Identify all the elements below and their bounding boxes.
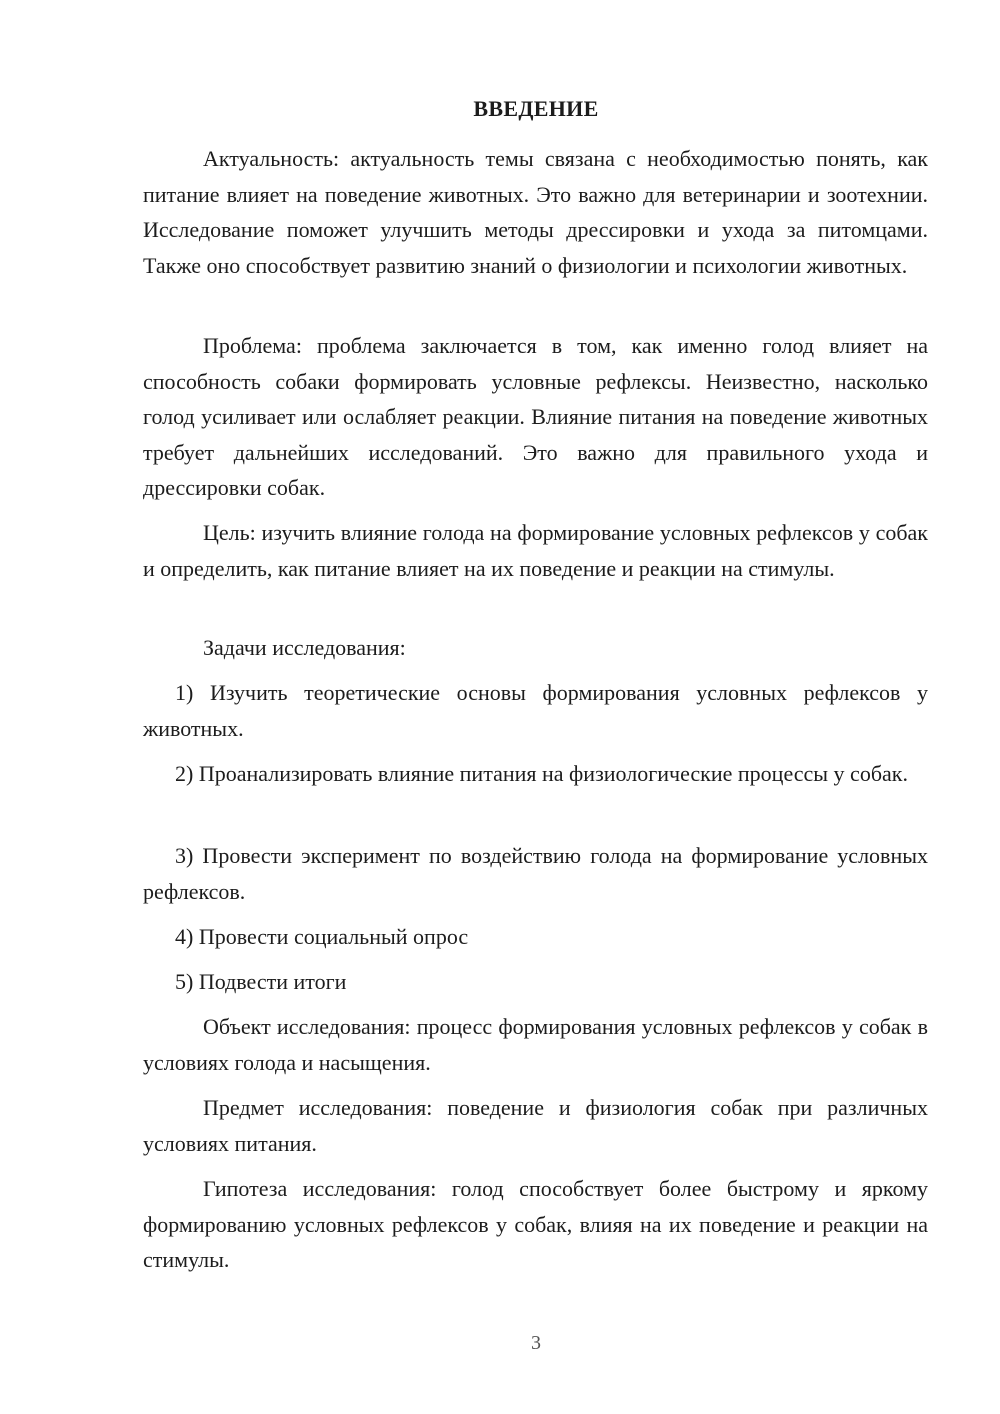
paragraph-problem: Проблема: проблема заключается в том, как именно голод влияет на способность собаки формировать условные рефлексы. Неизвестно, насколько голод усиливает или ослабляет реакции. Влияние питания на поведение животных требует дальнейших исследований. Это важно для правильного ухода и дрессировки собак. — [143, 333, 928, 500]
paragraph-object: Объект исследования: процесс формирования условных рефлексов у собак в условиях голода и насыщения. — [143, 1014, 928, 1075]
tasks-heading: Задачи исследования: — [203, 635, 406, 660]
paragraph-subject: Предмет исследования: поведение и физиология собак при различных условиях питания. — [143, 1095, 928, 1156]
list-item: 1) Изучить теоретические основы формирования условных рефлексов у животных. — [143, 680, 928, 741]
paragraph-goal: Цель: изучить влияние голода на формирование условных рефлексов у собак и определить, как питание влияет на их поведение и реакции на стимулы. — [143, 520, 928, 581]
list-item: 5) Подвести итоги — [175, 969, 347, 994]
page-number: 3 — [531, 1332, 541, 1354]
list-item: 3) Провести эксперимент по воздействию голода на формирование условных рефлексов. — [143, 843, 928, 904]
list-item: 2) Проанализировать влияние питания на физиологические процессы у собак. — [175, 761, 908, 786]
paragraph-relevance: Актуальность: актуальность темы связана с необходимостью понять, как питание влияет на поведение животных. Это важно для ветеринарии и зоотехнии. Исследование поможет улучшить методы дрессировки и ухода за питомцами. Также оно способствует развитию знаний о физиологии и психологии животных. — [143, 146, 928, 278]
list-item: 4) Провести социальный опрос — [175, 924, 469, 949]
section-title: ВВЕДЕНИЕ — [473, 96, 599, 121]
paragraph-hypothesis: Гипотеза исследования: голод способствует более быстрому и яркому формированию условных рефлексов у собак, влияя на их поведение и реакции на стимулы. — [143, 1176, 928, 1272]
